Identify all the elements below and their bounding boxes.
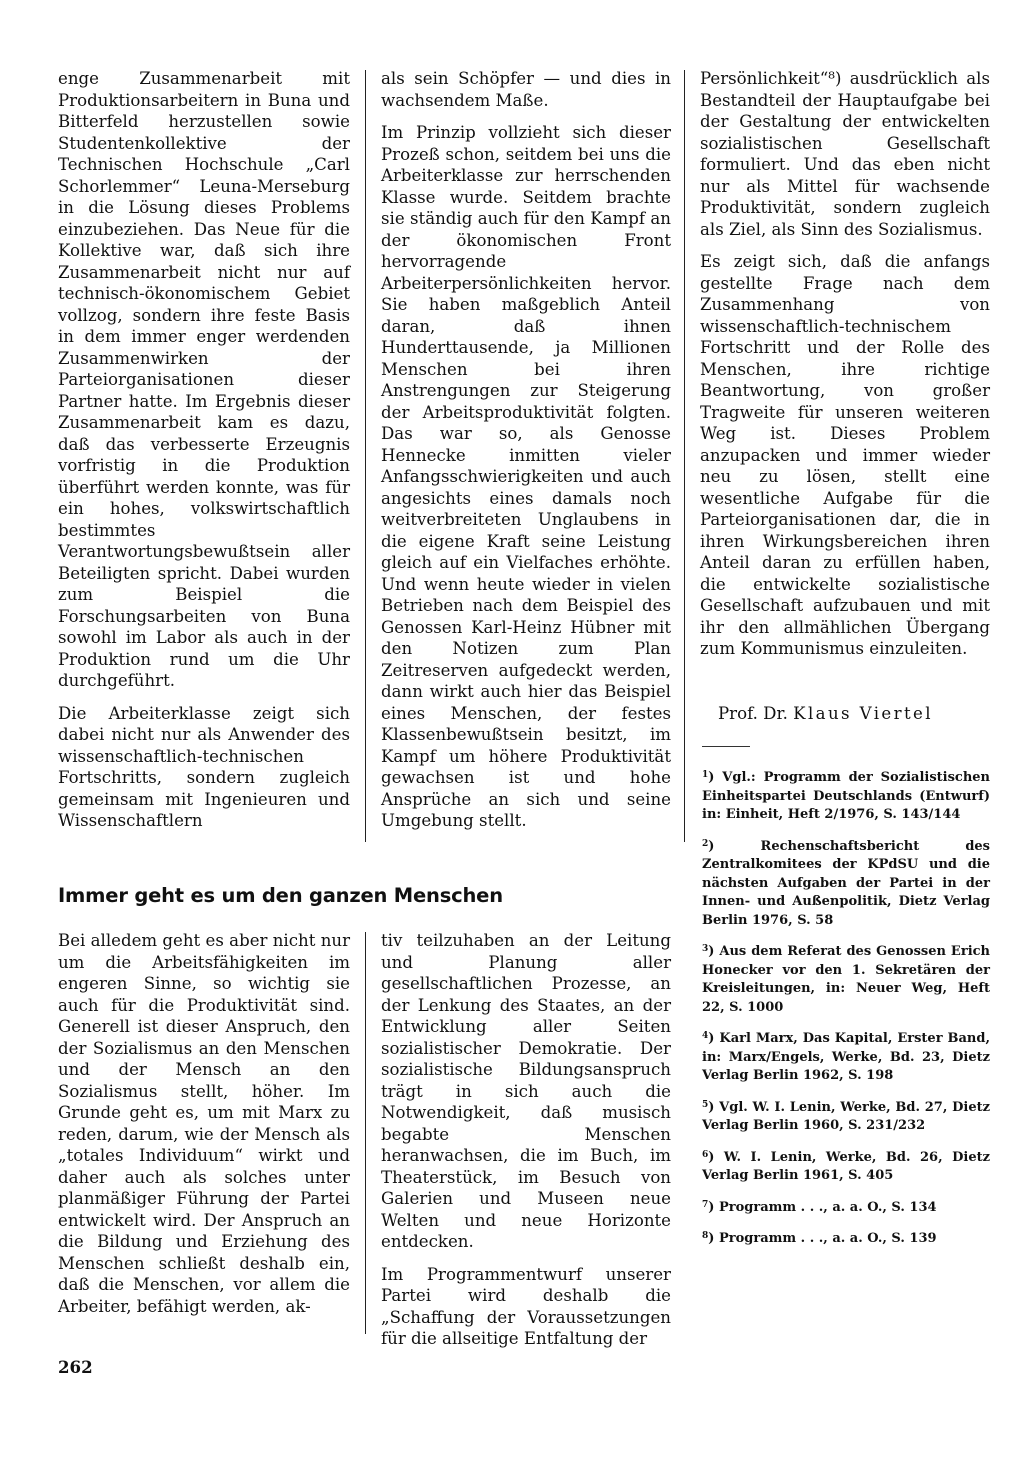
- paragraph: Die Arbeiterklasse zeigt sich dabei nicht nur als Anwender des wissenschaftlich-technischen Fortschritts, sondern zugleich gemeinsam mit Ingenieuren und Wissenschaftlern: [58, 703, 350, 830]
- column-top-middle: [381, 68, 671, 832]
- author-signature: [718, 704, 933, 723]
- column-bottom-middle: [381, 930, 671, 1350]
- paragraph: Es zeigt sich, daß die anfangs gestellte Frage nach dem Zusammenhang von wissenschaftlich-technischem Fortschritt und der Rolle des Menschen, ihre richtige Beantwortung, von großer Tragweite für unseren weiteren Weg ist. Dieses Problem anzupacken und immer wieder neu zu lösen, stellt eine wesentliche Aufgabe für die Parteiorganisationen dar, die in ihren Wirkungsbereichen ihren Anteil daran zu erfüllen haben, die entwickelte sozialistische Gesellschaft aufzubauen und mit ihr den allmählichen Übergang zum Kommunismus einzuleiten.: [700, 252, 990, 658]
- page-number: 262: [58, 1357, 93, 1377]
- column-bottom-left: [58, 930, 350, 1317]
- footnote: $^3$) Aus dem Referat des Genossen Erich Honecker vor den 1. Sekretären der Kreisleitungen, in: Neuer Weg, Heft 22, S. 1000: [702, 944, 990, 1015]
- column-divider: [684, 70, 685, 842]
- column-divider: [365, 70, 366, 842]
- section-heading: Immer geht es um den ganzen Menschen: [58, 884, 503, 907]
- footnote: $^6$) W. I. Lenin, Werke, Bd. 26, Dietz Verlag Berlin 1961, S. 405: [702, 1149, 990, 1183]
- footnote: $^7$) Programm . . ., a. a. O., S. 134: [702, 1199, 937, 1215]
- footnotes: [702, 766, 990, 1259]
- footnote: $^5$) Vgl. W. I. Lenin, Werke, Bd. 27, Dietz Verlag Berlin 1960, S. 231/232: [702, 1099, 990, 1133]
- footnote: $^2$) Rechenschaftsbericht des Zentralkomitees der KPdSU und die nächsten Aufgaben der Partei in der Innen- und Außenpolitik, Dietz Verlag Berlin 1976, S. 58: [702, 838, 990, 928]
- footnote: $^4$) Karl Marx, Das Kapital, Erster Band, in: Marx/Engels, Werke, Bd. 23, Dietz Verlag Berlin 1962, S. 198: [702, 1031, 990, 1083]
- paragraph: tiv teilzuhaben an der Leitung und Planung aller gesellschaftlichen Prozesse, an der Lenkung des Staates, an der Entwicklung aller Seiten sozialistischer Demokratie. Der sozialistische Bildungsanspruch trägt in sich auch die Notwendigkeit, daß musisch begabte Menschen heranwachsen, die im Buch, im Theaterstück, im Besuch von Galerien und Museen neue Welten und neue Horizonte entdecken.: [381, 931, 671, 1251]
- author-title: Prof. Dr.: [718, 704, 788, 723]
- column-top-left: [58, 68, 350, 832]
- footnote: $^1$) Vgl.: Programm der Sozialistischen Einheitspartei Deutschlands (Entwurf) in: Einheit, Heft 2/1976, S. 143/144: [702, 770, 991, 822]
- author-name: Klaus Viertel: [793, 704, 933, 723]
- paragraph: Persönlichkeit“⁸) ausdrücklich als Bestandteil der Hauptaufgabe bei der Gestaltung der entwickelten sozialistischen Gesellschaft formuliert. Und das eben nicht nur als Mittel für wachsende Produktivität, sondern zugleich als Ziel, als Sinn des Sozialismus.: [700, 69, 990, 239]
- footnote-rule: [702, 746, 750, 747]
- footnote: $^8$) Programm . . ., a. a. O., S. 139: [702, 1231, 937, 1246]
- paragraph: enge Zusammenarbeit mit Produktionsarbeitern in Buna und Bitterfeld herzustellen sowie Studentenkollektive der Technischen Hochschule „Carl Schorlemmer“ Leuna-Merseburg in die Lösung dieses Problems einzubeziehen. Das Neue für die Kollektive war, daß sich ihre Zusammenarbeit nicht nur auf technisch-ökonomischem Gebiet vollzog, sondern ihre feste Basis in dem immer enger werdenden Zusammenwirken der Parteiorganisationen dieser Partner hatte. Im Ergebnis dieser Zusammenarbeit kam es dazu, daß das verbesserte Erzeugnis vorfristig in die Produktion überführt werden konnte, was für ein hohes, volkswirtschaftlich bestimmtes Verantwortungsbewußtsein aller Beteiligten spricht. Dabei wurden zum Beispiel die Forschungsarbeiten von Buna sowohl im Labor als auch in der Produktion rund um die Uhr durchgeführt.: [58, 69, 350, 690]
- paragraph: Im Programmentwurf unserer Partei wird deshalb die „Schaffung der Voraussetzungen für die allseitige Entfaltung der: [381, 1264, 671, 1348]
- paragraph: Bei alledem geht es aber nicht nur um die Arbeitsfähigkeiten im engeren Sinne, so wichtig sie auch für die Produktivität sind. Generell ist dieser Anspruch, den der Sozialismus an den Menschen und der Mensch an den Sozialismus stellt, höher. Im Grunde geht es, um mit Marx zu reden, darum, wie der Mensch als „totales Individuum“ wirkt und daher auch als solches unter planmäßiger Führung der Partei entwickelt wird. Der Anspruch an die Bildung und Erziehung des Menschen schließt deshalb ein, daß die Menschen, vor allem die Arbeiter, befähigt werden, ak-: [58, 931, 350, 1316]
- column-divider: [365, 932, 366, 1334]
- paragraph: als sein Schöpfer — und dies in wachsendem Maße.: [381, 69, 671, 110]
- column-top-right: [700, 68, 990, 660]
- paragraph: Im Prinzip vollzieht sich dieser Prozeß schon, seitdem bei uns die Arbeiterklasse zur herrschenden Klasse wurde. Seitdem brachte sie ständig auch für den Kampf an der ökonomischen Front hervorragende Arbeiterpersönlichkeiten hervor. Sie haben maßgeblich Anteil daran, daß ihnen Hunderttausende, ja Millionen Menschen bei ihren Anstrengungen zur Steigerung der Arbeitsproduktivität folgten. Das war so, als Genosse Hennecke inmitten vieler Anfangsschwierigkeiten und auch angesichts eines damals noch weitverbreiteten Unglaubens in die eigene Kraft seine Leistung gleich auf ein Vielfaches erhöhte. Und wenn heute wieder in vielen Betrieben nach dem Beispiel des Genossen Karl-Heinz Hübner mit den Notizen zum Plan Zeitreserven aufgedeckt werden, dann wirkt auch hier das Beispiel eines Menschen, der festes Klassenbewußtsein besitzt, im Kampf um höhere Produktivität gewachsen ist und hohe Ansprüche an sich und seine Umgebung stellt.: [381, 123, 671, 830]
